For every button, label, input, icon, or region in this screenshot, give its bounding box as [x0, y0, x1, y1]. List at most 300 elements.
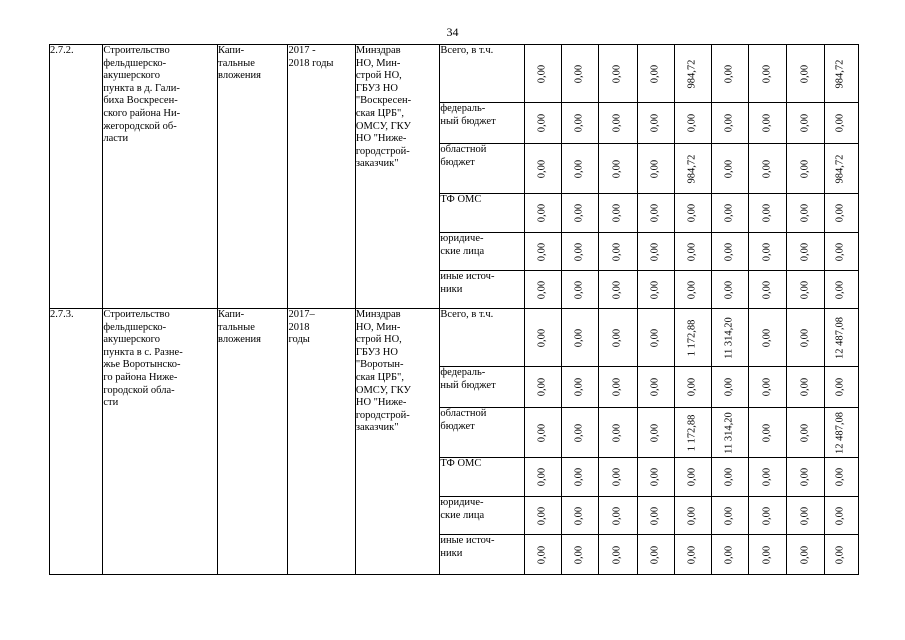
funding-amount: 0,00: [723, 159, 735, 178]
funding-amount-cell: [712, 103, 749, 144]
funding-amount-cell: [787, 497, 824, 535]
funding-amount: 0,00: [536, 423, 548, 442]
funding-amount: 0,00: [835, 203, 847, 223]
funding-amount: 0,00: [536, 203, 548, 223]
project-name-line: Строительство: [103, 309, 170, 320]
funding-amount: 0,00: [761, 377, 773, 397]
funding-amount-cell: [824, 45, 858, 103]
funding-amount: 0,00: [799, 506, 811, 525]
funding-amount-cell: [562, 194, 599, 233]
responsible-executors-line: НО "Ниже-: [355, 133, 407, 145]
funding-amount-cell: [599, 194, 637, 233]
funding-amount-cell: [787, 535, 824, 575]
funding-amount: 0,00: [723, 113, 735, 133]
funding-amount: 0,00: [723, 64, 735, 83]
funding-amount-cell: [824, 535, 858, 575]
funding-amount: 0,00: [799, 64, 811, 83]
funding-amount-cell: [524, 309, 561, 367]
funding-amount-cell: [637, 367, 674, 408]
funding-amount-cell: [712, 309, 749, 367]
funding-source-line: ские лица: [440, 245, 485, 257]
funding-amount-cell: [674, 497, 711, 535]
funding-amount-cell: [562, 309, 599, 367]
funding-amount-cell: [674, 45, 711, 103]
funding-source-line: бюджет: [440, 420, 475, 432]
page-number: 34: [446, 25, 459, 39]
funding-source-line: иные источ-: [440, 271, 495, 282]
funding-amount-cell: [824, 309, 858, 367]
funding-amount-cell: [749, 233, 787, 271]
investment-type: [218, 309, 288, 575]
funding-amount: 0,00: [536, 467, 548, 487]
funding-amount: 0,00: [799, 203, 811, 223]
project-name: [103, 309, 218, 575]
investment-type-line: Капи-: [218, 45, 245, 56]
funding-amount: 0,00: [649, 506, 661, 525]
funding-amount-cell: [637, 103, 674, 144]
funding-amount: 0,00: [799, 280, 811, 299]
investment-type-line: вложения: [218, 334, 261, 346]
funding-amount: 0,00: [723, 203, 735, 223]
implementation-period-line: 2017 -: [288, 45, 316, 56]
funding-amount-cell: [524, 367, 561, 408]
funding-amount: 0,00: [761, 423, 773, 442]
funding-amount: 11 314,20: [723, 316, 735, 359]
funding-source: [440, 45, 525, 103]
responsible-executors-line: ская ЦРБ",: [355, 107, 404, 119]
funding-source-line: Всего, в т.ч.: [440, 309, 494, 320]
funding-amount: 0,00: [649, 377, 661, 397]
funding-amount: 0,00: [573, 377, 585, 397]
funding-amount: 0,00: [573, 423, 585, 442]
funding-source: [440, 144, 525, 194]
project-code: 2.7.2.: [50, 45, 103, 309]
funding-amount: 0,00: [536, 545, 548, 564]
funding-amount: 0,00: [761, 242, 773, 261]
funding-amount-cell: [824, 458, 858, 497]
funding-amount: 0,00: [611, 113, 623, 133]
project-name-line: го района Ниже-: [103, 371, 178, 383]
funding-amount-cell: [787, 309, 824, 367]
funding-amount: 0,00: [835, 467, 847, 487]
responsible-executors-line: НО "Ниже-: [355, 397, 407, 409]
funding-amount-cell: [637, 194, 674, 233]
funding-amount-cell: [637, 271, 674, 309]
funding-amount: 0,00: [799, 467, 811, 487]
funding-amount: 0,00: [649, 467, 661, 487]
funding-source-line: Всего, в т.ч.: [440, 45, 494, 56]
funding-amount: 0,00: [649, 64, 661, 83]
funding-source-line: иные источ-: [440, 535, 495, 546]
funding-amount: 0,00: [649, 113, 661, 133]
implementation-period: [288, 309, 355, 575]
funding-amount: 1 172,88: [686, 414, 698, 451]
funding-source-line: ские лица: [440, 509, 485, 521]
implementation-period-line: 2018 годы: [288, 57, 334, 69]
funding-amount: 0,00: [761, 113, 773, 133]
funding-amount-cell: [637, 408, 674, 458]
funding-amount-cell: [787, 144, 824, 194]
funding-amount: 0,00: [573, 203, 585, 223]
project-name-line: жье Воротынско-: [103, 359, 181, 371]
funding-amount: 0,00: [761, 64, 773, 83]
funding-amount: 0,00: [536, 242, 548, 261]
funding-amount-cell: [599, 103, 637, 144]
funding-amount: 0,00: [536, 377, 548, 397]
funding-amount-cell: [824, 103, 858, 144]
funding-amount: 0,00: [686, 377, 698, 397]
responsible-executors-line: ГБУЗ НО: [355, 346, 398, 358]
funding-amount: 984,72: [686, 59, 698, 88]
funding-amount: 0,00: [536, 328, 548, 347]
funding-amount: 0,00: [761, 159, 773, 178]
funding-amount: 0,00: [761, 203, 773, 223]
funding-source: [440, 408, 525, 458]
funding-amount: 0,00: [649, 423, 661, 442]
funding-amount: 1 172,88: [686, 319, 698, 356]
funding-amount: 0,00: [611, 506, 623, 525]
project-name-line: фельдшерско-: [103, 321, 167, 333]
funding-amount-cell: [562, 233, 599, 271]
funding-amount: 0,00: [761, 328, 773, 347]
funding-amount-cell: [749, 408, 787, 458]
funding-amount: 0,00: [536, 113, 548, 133]
funding-amount: 0,00: [799, 328, 811, 347]
funding-amount-cell: [637, 497, 674, 535]
funding-amount: 0,00: [835, 506, 847, 525]
funding-amount-cell: [787, 194, 824, 233]
funding-amount-cell: [712, 458, 749, 497]
responsible-executors-line: строй НО,: [355, 334, 402, 346]
funding-amount: 0,00: [835, 545, 847, 564]
funding-amount: 0,00: [611, 545, 623, 564]
funding-amount-cell: [524, 535, 561, 575]
funding-amount-cell: [749, 45, 787, 103]
funding-amount-cell: [637, 233, 674, 271]
funding-amount: 0,00: [686, 203, 698, 223]
funding-amount-cell: [712, 194, 749, 233]
funding-amount-cell: [674, 408, 711, 458]
funding-amount-cell: [524, 408, 561, 458]
funding-amount-cell: [749, 271, 787, 309]
funding-amount-cell: [824, 144, 858, 194]
funding-source: [440, 103, 525, 144]
project-name-line: акушерского: [103, 70, 160, 82]
program-activities-table: [49, 44, 859, 575]
funding-amount: 0,00: [573, 159, 585, 178]
funding-amount: 0,00: [686, 506, 698, 525]
project-name-line: фельдшерско-: [103, 57, 167, 69]
funding-amount-cell: [637, 45, 674, 103]
funding-amount-cell: [599, 45, 637, 103]
responsible-executors-line: ОМСУ, ГКУ: [355, 384, 411, 396]
funding-amount-cell: [599, 144, 637, 194]
project-code: 2.7.3.: [50, 309, 103, 575]
funding-amount-cell: [599, 233, 637, 271]
funding-amount: 0,00: [573, 280, 585, 299]
project-name-line: сти: [103, 397, 119, 409]
funding-source: [440, 233, 525, 271]
funding-amount-cell: [712, 271, 749, 309]
funding-amount: 0,00: [799, 159, 811, 178]
funding-amount-cell: [562, 103, 599, 144]
funding-amount: 0,00: [649, 159, 661, 178]
funding-source-line: юридиче-: [440, 233, 484, 244]
funding-amount: 0,00: [573, 113, 585, 133]
funding-amount: 984,72: [835, 59, 847, 88]
implementation-period-line: 2018: [288, 321, 310, 333]
funding-source-line: областной: [440, 408, 487, 419]
responsible-executors-line: заказчик": [355, 422, 399, 434]
funding-source-line: областной: [440, 144, 487, 155]
funding-amount: 0,00: [573, 328, 585, 347]
funding-amount: 0,00: [799, 423, 811, 442]
funding-source-line: ТФ ОМС: [440, 194, 482, 205]
funding-amount: 0,00: [611, 159, 623, 178]
funding-amount-cell: [749, 194, 787, 233]
funding-amount-cell: [562, 408, 599, 458]
funding-source-line: ники: [440, 283, 463, 295]
funding-amount: 0,00: [649, 242, 661, 261]
funding-amount: 0,00: [686, 467, 698, 487]
funding-amount-cell: [524, 194, 561, 233]
funding-amount-cell: [824, 367, 858, 408]
funding-amount: 0,00: [573, 242, 585, 261]
funding-amount: 0,00: [686, 242, 698, 261]
responsible-executors-line: "Воротын-: [355, 359, 404, 371]
funding-amount-cell: [824, 194, 858, 233]
funding-source: [440, 271, 525, 309]
funding-amount-cell: [562, 271, 599, 309]
responsible-executors-line: Минздрав: [355, 309, 401, 320]
funding-amount-cell: [787, 271, 824, 309]
funding-amount: 0,00: [723, 377, 735, 397]
funding-amount: 0,00: [536, 506, 548, 525]
funding-amount-cell: [749, 144, 787, 194]
project-name: [103, 45, 218, 309]
responsible-executors-line: ГБУЗ НО: [355, 82, 398, 94]
funding-amount: 0,00: [611, 203, 623, 223]
funding-amount-cell: [524, 271, 561, 309]
project-name-line: ского района Ни-: [103, 107, 181, 119]
responsible-executors: [355, 309, 440, 575]
investment-type-line: тальные: [218, 57, 255, 69]
funding-amount-cell: [524, 497, 561, 535]
funding-amount: 0,00: [649, 545, 661, 564]
responsible-executors-line: ская ЦРБ",: [355, 371, 404, 383]
funding-amount: 0,00: [761, 467, 773, 487]
funding-source-line: федераль-: [440, 103, 486, 114]
funding-amount-cell: [824, 233, 858, 271]
funding-amount: 0,00: [649, 280, 661, 299]
funding-amount-cell: [637, 144, 674, 194]
funding-amount-cell: [524, 103, 561, 144]
funding-amount-cell: [712, 497, 749, 535]
funding-amount-cell: [824, 271, 858, 309]
funding-amount: 0,00: [536, 64, 548, 83]
funding-amount: 11 314,20: [723, 411, 735, 454]
funding-amount-cell: [599, 408, 637, 458]
funding-amount-cell: [787, 103, 824, 144]
funding-amount: 0,00: [686, 113, 698, 133]
funding-amount-cell: [749, 103, 787, 144]
funding-amount-cell: [524, 45, 561, 103]
funding-amount: 0,00: [573, 64, 585, 83]
investment-type: [218, 45, 288, 309]
funding-amount-cell: [524, 144, 561, 194]
funding-amount-cell: [749, 367, 787, 408]
funding-amount: 12 487,08: [835, 411, 847, 454]
responsible-executors-line: строй НО,: [355, 70, 402, 82]
funding-amount-cell: [674, 535, 711, 575]
funding-amount: 0,00: [835, 113, 847, 133]
funding-amount-cell: [787, 458, 824, 497]
funding-amount: 984,72: [686, 154, 698, 183]
funding-amount: 0,00: [835, 242, 847, 261]
funding-source-line: ТФ ОМС: [440, 458, 482, 469]
funding-amount: 0,00: [686, 545, 698, 564]
funding-amount-cell: [637, 458, 674, 497]
responsible-executors-line: НО, Мин-: [355, 57, 401, 69]
funding-amount-cell: [674, 458, 711, 497]
funding-amount-cell: [562, 535, 599, 575]
funding-amount-cell: [674, 103, 711, 144]
investment-type-line: вложения: [218, 70, 261, 82]
funding-amount: 0,00: [611, 280, 623, 299]
funding-amount-cell: [824, 408, 858, 458]
table-row: [50, 45, 859, 103]
funding-amount: 984,72: [835, 154, 847, 183]
funding-amount-cell: [674, 144, 711, 194]
funding-amount-cell: [599, 367, 637, 408]
funding-amount: 0,00: [536, 159, 548, 178]
funding-amount-cell: [674, 367, 711, 408]
project-name-line: биха Воскресен-: [103, 95, 178, 107]
funding-amount-cell: [562, 367, 599, 408]
funding-source-line: ный бюджет: [440, 115, 496, 127]
funding-source-line: бюджет: [440, 156, 475, 168]
funding-amount-cell: [787, 408, 824, 458]
funding-amount-cell: [674, 271, 711, 309]
funding-amount: 0,00: [799, 545, 811, 564]
funding-source-line: ники: [440, 547, 463, 559]
funding-amount-cell: [787, 45, 824, 103]
funding-amount: 0,00: [761, 506, 773, 525]
funding-amount-cell: [749, 497, 787, 535]
investment-type-line: тальные: [218, 321, 255, 333]
funding-amount-cell: [712, 408, 749, 458]
funding-amount: 0,00: [799, 377, 811, 397]
funding-amount-cell: [599, 497, 637, 535]
funding-amount-cell: [787, 367, 824, 408]
funding-amount-cell: [712, 367, 749, 408]
funding-amount: 0,00: [761, 280, 773, 299]
funding-amount-cell: [712, 233, 749, 271]
responsible-executors-line: ОМСУ, ГКУ: [355, 120, 411, 132]
funding-amount: 0,00: [611, 467, 623, 487]
funding-amount: 0,00: [649, 328, 661, 347]
funding-amount: 0,00: [611, 423, 623, 442]
funding-source: [440, 458, 525, 497]
funding-source: [440, 194, 525, 233]
project-name-line: городской обла-: [103, 384, 175, 396]
responsible-executors-line: городстрой-: [355, 409, 410, 421]
responsible-executors-line: "Воскресен-: [355, 95, 412, 107]
funding-amount: 12 487,08: [835, 316, 847, 359]
funding-amount: 0,00: [761, 545, 773, 564]
funding-amount-cell: [524, 233, 561, 271]
funding-amount: 0,00: [799, 113, 811, 133]
funding-amount-cell: [562, 45, 599, 103]
funding-amount: 0,00: [723, 467, 735, 487]
funding-amount: 0,00: [573, 545, 585, 564]
funding-amount: 0,00: [611, 377, 623, 397]
implementation-period: [288, 45, 355, 309]
funding-amount-cell: [599, 309, 637, 367]
funding-amount-cell: [524, 458, 561, 497]
project-name-line: пункта в с. Разне-: [103, 346, 183, 358]
funding-amount-cell: [562, 144, 599, 194]
funding-amount-cell: [749, 535, 787, 575]
implementation-period-line: 2017–: [288, 309, 315, 320]
funding-amount: 0,00: [573, 467, 585, 487]
funding-amount-cell: [712, 535, 749, 575]
funding-source: [440, 535, 525, 575]
responsible-executors-line: заказчик": [355, 158, 399, 170]
funding-amount-cell: [712, 144, 749, 194]
funding-amount-cell: [674, 233, 711, 271]
funding-amount-cell: [674, 309, 711, 367]
responsible-executors: [355, 45, 440, 309]
funding-amount: 0,00: [536, 280, 548, 299]
responsible-executors-line: городстрой-: [355, 145, 410, 157]
implementation-period-line: годы: [288, 334, 310, 346]
funding-amount: 0,00: [723, 280, 735, 299]
funding-source-line: юридиче-: [440, 497, 484, 508]
funding-amount-cell: [562, 458, 599, 497]
investment-type-line: Капи-: [218, 309, 245, 320]
project-name-line: пункта в д. Гали-: [103, 82, 180, 94]
funding-source: [440, 497, 525, 535]
funding-amount: 0,00: [723, 242, 735, 261]
funding-source-line: ный бюджет: [440, 379, 496, 391]
funding-amount: 0,00: [799, 242, 811, 261]
funding-amount-cell: [674, 194, 711, 233]
project-name-line: ласти: [103, 133, 129, 145]
project-name-line: жегородской об-: [103, 120, 177, 132]
funding-amount: 0,00: [649, 203, 661, 223]
project-name-line: акушерского: [103, 334, 160, 346]
funding-amount-cell: [599, 271, 637, 309]
funding-source-line: федераль-: [440, 367, 486, 378]
funding-amount: 0,00: [573, 506, 585, 525]
funding-amount: 0,00: [611, 64, 623, 83]
funding-amount-cell: [787, 233, 824, 271]
funding-source: [440, 309, 525, 367]
funding-amount: 0,00: [835, 280, 847, 299]
funding-amount-cell: [749, 309, 787, 367]
funding-amount: 0,00: [611, 328, 623, 347]
funding-amount: 0,00: [723, 506, 735, 525]
responsible-executors-line: Минздрав: [355, 45, 401, 56]
funding-amount-cell: [562, 497, 599, 535]
funding-amount: 0,00: [723, 545, 735, 564]
table-row: [50, 309, 859, 367]
funding-amount-cell: [824, 497, 858, 535]
project-name-line: Строительство: [103, 45, 170, 56]
funding-amount: 0,00: [686, 280, 698, 299]
funding-amount: 0,00: [611, 242, 623, 261]
